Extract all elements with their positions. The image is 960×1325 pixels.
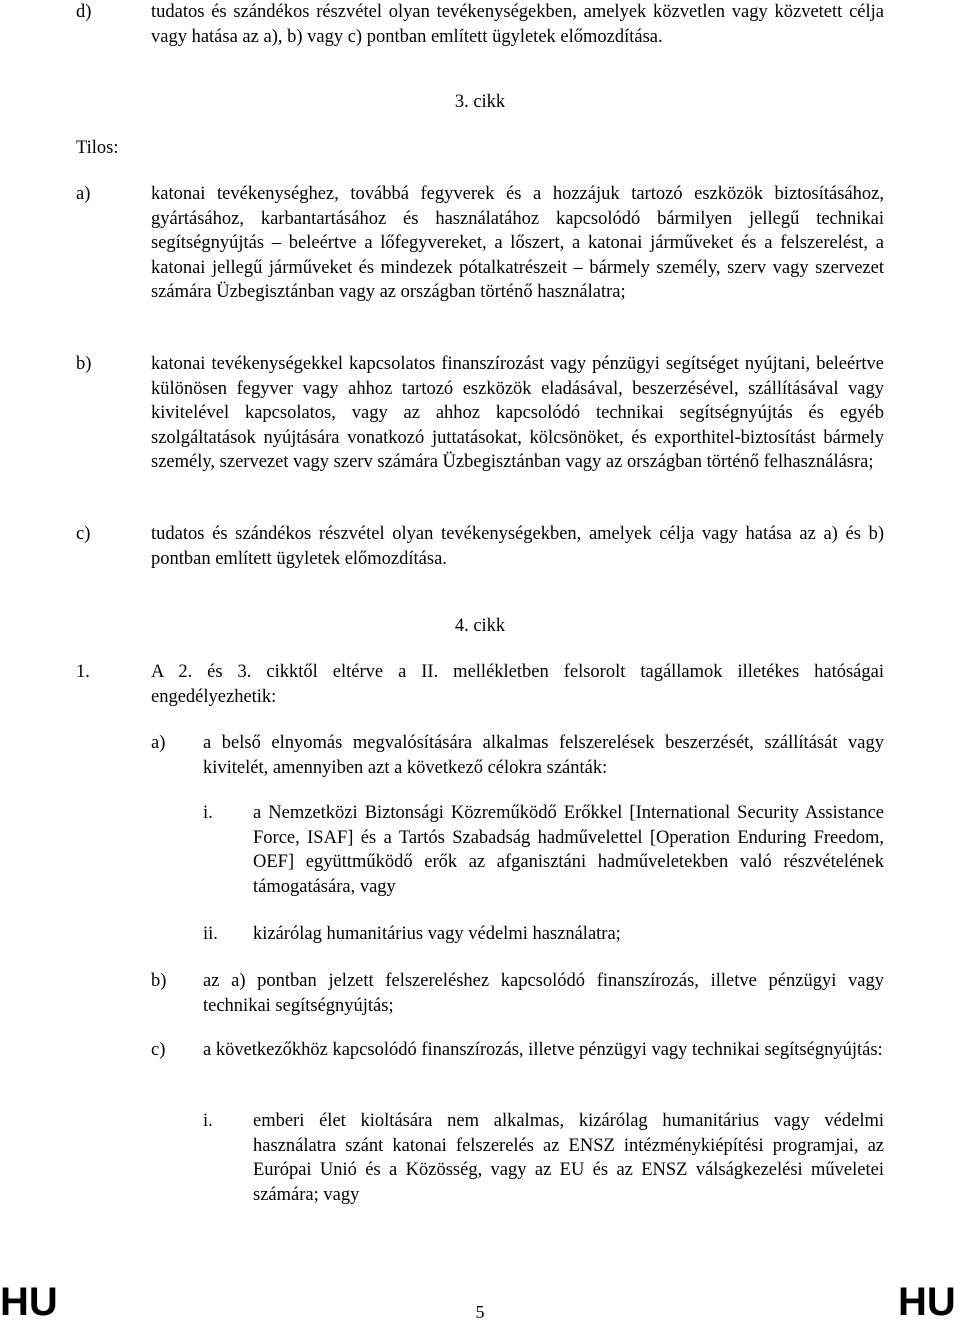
sub-text-c: a következőkhöz kapcsolódó finanszírozás, illetve pénzügyi vagy technikai segítségnyújtás:	[203, 1040, 883, 1060]
sub-label-a: a)	[151, 733, 166, 753]
sub-text-b: az a) pontban jelzett felszereléshez kapcsolódó finanszírozás, illetve pénzügyi vagy technikai segítségnyújtás;	[203, 971, 884, 1016]
footer-language-code-left: HU	[0, 1280, 58, 1324]
sub-sub-label-a-i: i.	[203, 803, 213, 823]
item-text-b: katonai tevékenységekkel kapcsolatos finanszírozást vagy pénzügyi segítséget nyújtani, beleértve különösen fegyver vagy ahhoz tartozó eszközök eladásával, beszerzésével, szállításával vagy kivitelével kapcsolatos, vagy az ahhoz kapcsolódó technikai segítségnyújtás és egyéb szolgáltatások nyújtására vonatkozó juttatásokat, kölcsönöket, és exporthitel-biztosítást bármely személy, szervezet vagy szerv számára Üzbegisztánban vagy az országban történő felhasználásra;	[151, 354, 884, 472]
item-label-d: d)	[76, 2, 92, 22]
article-4-heading: 4. cikk	[454, 616, 506, 636]
sub-sub-label-c-i: i.	[203, 1111, 213, 1131]
sub-text-a: a belső elnyomás megvalósítására alkalmas felszerelések beszerzését, szállítását vagy kivitelét, amennyiben azt a következő célokra szánták:	[203, 733, 884, 778]
article-3-intro: Tilos:	[76, 138, 119, 158]
item-text-d: tudatos és szándékos részvétel olyan tevékenységekben, amelyek közvetlen vagy közvetett célja vagy hatása az a), b) vagy c) pontban említett ügyletek előmozdítása.	[151, 2, 884, 47]
article-3-heading: 3. cikk	[454, 92, 506, 112]
sub-sub-text-c-i: emberi élet kioltására nem alkalmas, kizárólag humanitárius vagy védelmi használatra szánt katonai felszerelés az ENSZ intézménykiépítési programjai, az Európai Unió és a Közösség, vagy az EU és az ENSZ válságkezelési műveletei számára; vagy	[253, 1111, 884, 1205]
item-text-a: katonai tevékenységhez, továbbá fegyverek és a hozzájuk tartozó eszközök biztosításához, gyártásához, karbantartásához és használatához kapcsolódó bármilyen jellegű technikai segítségnyújtás – beleértve a lőfegyvereket, a lőszert, a katonai járműveket és a felszerelést, a katonai jellegű járműveket és mindezek pótalkatrészeit – bármely személy, szerv vagy szervezet számára Üzbegisztánban vagy az országban történő használatra;	[151, 184, 884, 302]
sub-label-b: b)	[151, 971, 167, 991]
paragraph-1-label: 1.	[76, 662, 90, 682]
sub-sub-text-a-ii: kizárólag humanitárius vagy védelmi használatra;	[253, 924, 621, 944]
page-number: 5	[475, 1302, 485, 1322]
paragraph-1-text: A 2. és 3. cikktől eltérve a II. mellékletben felsorolt tagállamok illetékes hatóságai engedélyezhetik:	[151, 662, 884, 707]
sub-label-c: c)	[151, 1040, 166, 1060]
item-label-a: a)	[76, 184, 91, 204]
item-label-b: b)	[76, 354, 92, 374]
sub-sub-label-a-ii: ii.	[203, 924, 218, 944]
item-text-c: tudatos és szándékos részvétel olyan tevékenységekben, amelyek célja vagy hatása az a) és b) pontban említett ügyletek előmozdítása.	[151, 524, 884, 569]
item-label-c: c)	[76, 524, 91, 544]
footer-language-code-right: HU	[898, 1280, 956, 1324]
sub-sub-text-a-i: a Nemzetközi Biztonsági Közreműködő Erőkkel [International Security Assistance Force, ISAF] és a Tartós Szabadság hadművelettel [Operation Enduring Freedom, OEF] együttműködő erők az afganisztáni hadműveletekben való részvételének támogatására, vagy	[253, 803, 884, 897]
